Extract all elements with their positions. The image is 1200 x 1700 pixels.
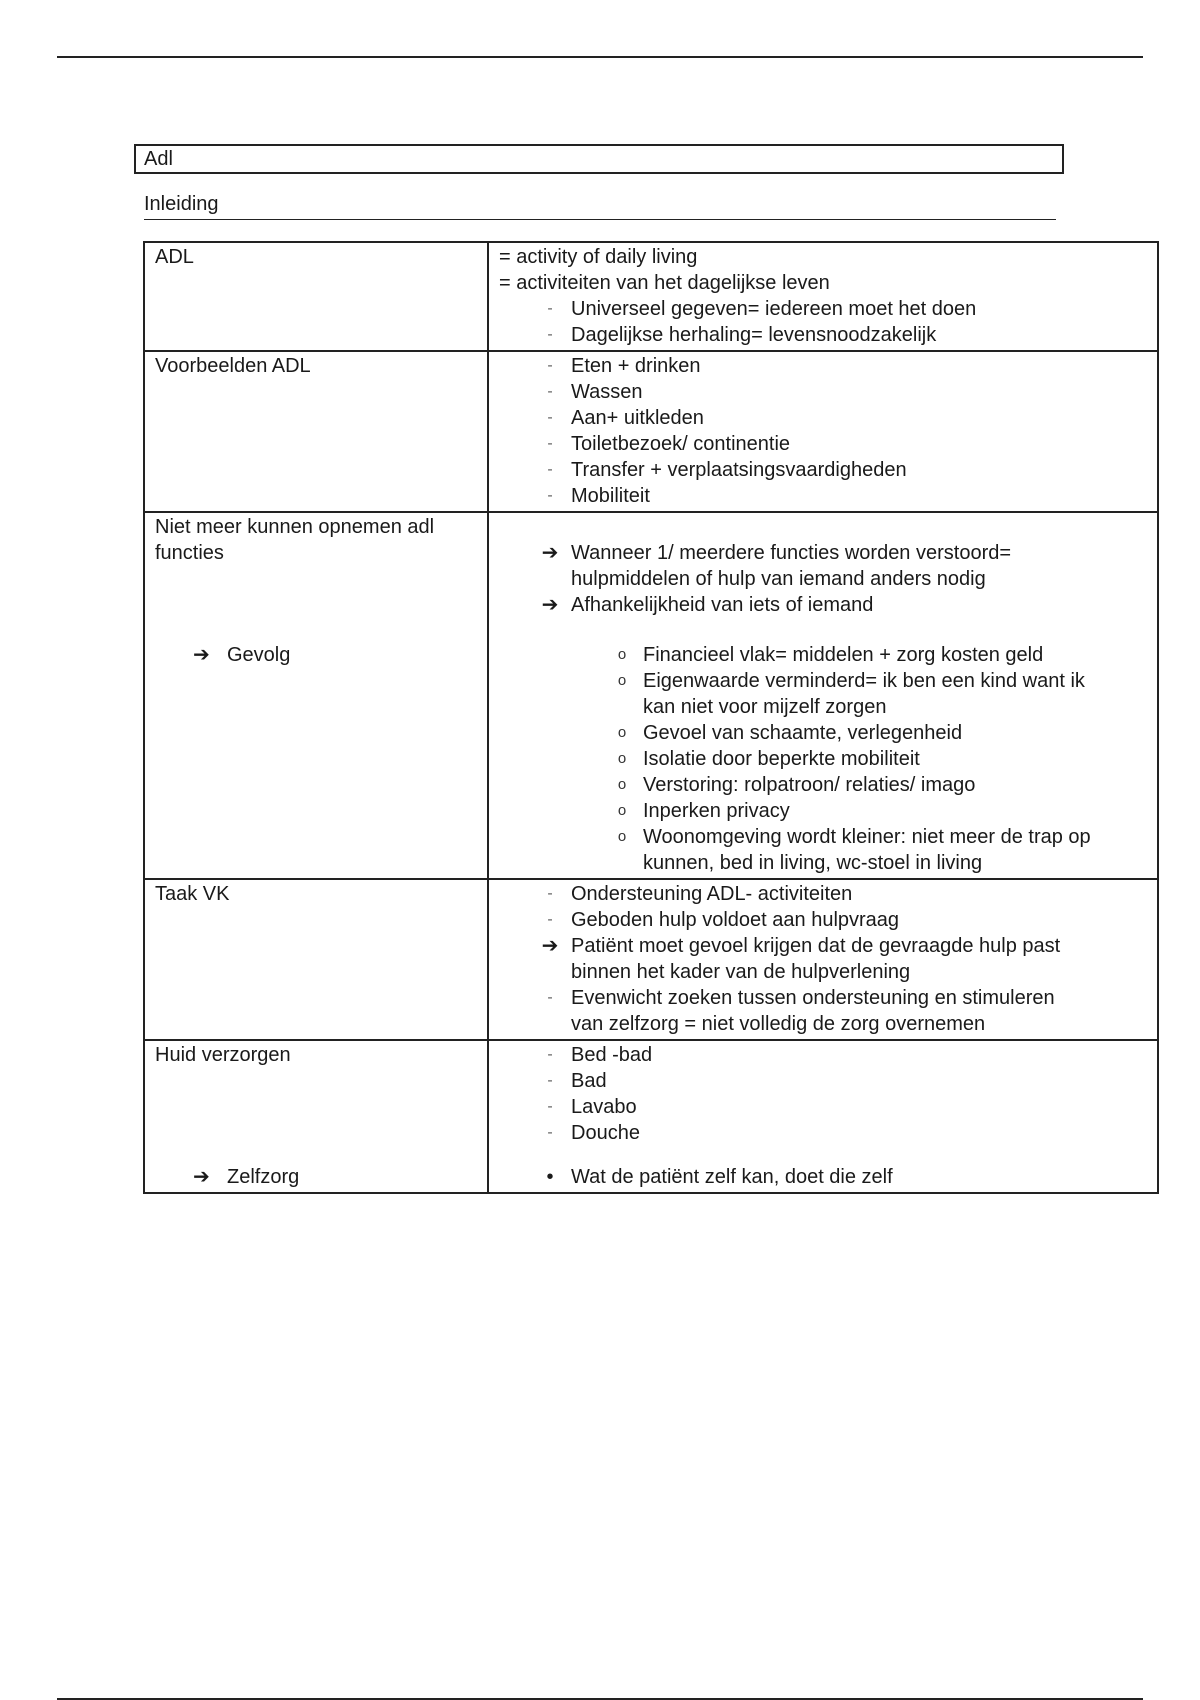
term-label: Taak VK bbox=[155, 883, 230, 905]
list-item-text: Toiletbezoek/ continentie bbox=[571, 433, 791, 455]
list-item bbox=[499, 1042, 1157, 1068]
circle-item bbox=[499, 720, 1157, 746]
list-item-text: Inperken privacy bbox=[643, 800, 790, 822]
circle-item bbox=[499, 798, 1157, 824]
notes-table bbox=[143, 241, 1159, 1194]
description-cell bbox=[488, 242, 1158, 351]
list-item bbox=[499, 881, 1157, 907]
circle-bullet: o bbox=[617, 750, 627, 767]
list-item bbox=[499, 379, 1157, 405]
list-item-text: Universeel gegeven= iedereen moet het doen bbox=[571, 298, 977, 320]
list-item-text: Verstoring: rolpatroon/ relaties/ imago bbox=[643, 774, 976, 796]
circle-item bbox=[499, 824, 1157, 876]
list-item bbox=[499, 296, 1157, 322]
list-item bbox=[499, 1068, 1157, 1094]
list-item-text: Wassen bbox=[571, 381, 643, 403]
list-item-text: hulpmiddelen of hulp van iemand anders nodig bbox=[571, 568, 986, 590]
list-item-text: Afhankelijkheid van iets of iemand bbox=[571, 594, 874, 616]
list-item-text: binnen het kader van de hulpverlening bbox=[571, 961, 911, 983]
term-label: Niet meer kunnen opnemen adl bbox=[155, 516, 435, 538]
dash-marker: - bbox=[547, 461, 553, 478]
dash-marker: - bbox=[547, 1098, 553, 1115]
arrow-icon: ➔ bbox=[193, 644, 210, 666]
circle-bullet: o bbox=[617, 672, 627, 689]
circle-item bbox=[499, 772, 1157, 798]
dash-marker: - bbox=[547, 885, 553, 902]
list-item-text: Bed -bad bbox=[571, 1044, 653, 1066]
list-item bbox=[499, 457, 1157, 483]
list-item-text: Eigenwaarde verminderd= ik ben een kind want ik bbox=[643, 670, 1085, 692]
term-cell bbox=[144, 242, 488, 351]
dash-marker: - bbox=[547, 326, 553, 343]
list-item-text: Woonomgeving wordt kleiner: niet meer de trap op bbox=[643, 826, 1091, 848]
top-rule bbox=[57, 56, 1143, 58]
term-cell bbox=[144, 1040, 488, 1193]
list-item-text: Evenwicht zoeken tussen ondersteuning en stimuleren bbox=[571, 987, 1055, 1009]
list-item bbox=[499, 907, 1157, 933]
list-item-text: Lavabo bbox=[571, 1096, 637, 1118]
list-item-text: Mobiliteit bbox=[571, 485, 650, 507]
list-item-text: kunnen, bed in living, wc-stoel in living bbox=[643, 852, 983, 874]
sub-term-label: Gevolg bbox=[227, 644, 291, 666]
circle-bullet: o bbox=[617, 724, 627, 741]
list-item-text: Dagelijkse herhaling= levensnoodzakelijk bbox=[571, 324, 937, 346]
circle-bullet: o bbox=[617, 776, 627, 793]
list-item-text: Gevoel van schaamte, verlegenheid bbox=[643, 722, 963, 744]
dash-marker: - bbox=[547, 383, 553, 400]
definition-line: = activiteiten van het dagelijkse leven bbox=[499, 272, 830, 294]
term-label: functies bbox=[155, 542, 224, 564]
table-row-niet-meer-kunnen bbox=[144, 512, 1158, 879]
list-item bbox=[499, 985, 1157, 1037]
circle-bullet: o bbox=[617, 646, 627, 663]
dash-marker: - bbox=[547, 409, 553, 426]
term-label: ADL bbox=[155, 246, 194, 268]
list-item-text: Geboden hulp voldoet aan hulpvraag bbox=[571, 909, 900, 931]
sub-term bbox=[155, 1164, 477, 1190]
dash-marker: - bbox=[547, 1072, 553, 1089]
bullet-marker: • bbox=[546, 1166, 554, 1188]
list-item bbox=[499, 431, 1157, 457]
table-row-voorbeelden bbox=[144, 351, 1158, 512]
list-item-text: Ondersteuning ADL- activiteiten bbox=[571, 883, 853, 905]
sub-term-label: Zelfzorg bbox=[227, 1166, 300, 1188]
arrow-icon: ➔ bbox=[541, 935, 559, 957]
term-label: Huid verzorgen bbox=[155, 1044, 291, 1066]
term-cell bbox=[144, 351, 488, 512]
sub-term bbox=[155, 642, 477, 668]
circle-bullet: o bbox=[617, 802, 627, 819]
dash-marker: - bbox=[547, 435, 553, 452]
list-item-text: Bad bbox=[571, 1070, 607, 1092]
dash-marker: - bbox=[547, 911, 553, 928]
list-item-text: Wanneer 1/ meerdere functies worden verstoord= bbox=[571, 542, 1012, 564]
dash-marker: - bbox=[547, 1124, 553, 1141]
list-item-text: Wat de patiënt zelf kan, doet die zelf bbox=[571, 1166, 893, 1188]
arrow-icon: ➔ bbox=[193, 1166, 210, 1188]
list-item-text: Patiënt moet gevoel krijgen dat de gevraagde hulp past bbox=[571, 935, 1061, 957]
arrow-item bbox=[499, 540, 1157, 592]
list-item-text: Aan+ uitkleden bbox=[571, 407, 704, 429]
list-item bbox=[499, 1094, 1157, 1120]
list-item-text: kan niet voor mijzelf zorgen bbox=[643, 696, 887, 718]
circle-item bbox=[499, 668, 1157, 720]
description-cell bbox=[488, 879, 1158, 1040]
term-label: Voorbeelden ADL bbox=[155, 355, 311, 377]
list-item bbox=[499, 353, 1157, 379]
arrow-icon: ➔ bbox=[541, 542, 559, 564]
list-item-text: Eten + drinken bbox=[571, 355, 701, 377]
circle-item bbox=[499, 642, 1157, 668]
term-cell bbox=[144, 512, 488, 879]
list-item bbox=[499, 1120, 1157, 1146]
list-item bbox=[499, 322, 1157, 348]
table-row-taak-vk bbox=[144, 879, 1158, 1040]
table-row-huid-verzorgen bbox=[144, 1040, 1158, 1193]
bullet-item bbox=[499, 1164, 1157, 1190]
dash-marker: - bbox=[547, 357, 553, 374]
dash-marker: - bbox=[547, 300, 553, 317]
list-item-text: Isolatie door beperkte mobiliteit bbox=[643, 748, 920, 770]
list-item-text: Financieel vlak= middelen + zorg kosten geld bbox=[643, 644, 1044, 666]
dash-marker: - bbox=[547, 487, 553, 504]
term-cell bbox=[144, 879, 488, 1040]
list-item-text: Douche bbox=[571, 1122, 640, 1144]
arrow-icon: ➔ bbox=[541, 594, 559, 616]
arrow-item bbox=[499, 933, 1157, 985]
circle-bullet: o bbox=[617, 828, 627, 845]
circle-item bbox=[499, 746, 1157, 772]
description-cell bbox=[488, 351, 1158, 512]
list-item bbox=[499, 483, 1157, 509]
list-item-text: van zelfzorg = niet volledig de zorg overnemen bbox=[571, 1013, 986, 1035]
description-cell bbox=[488, 1040, 1158, 1193]
description-cell bbox=[488, 512, 1158, 879]
list-item bbox=[499, 405, 1157, 431]
dash-marker: - bbox=[547, 1046, 553, 1063]
definition-line: = activity of daily living bbox=[499, 246, 698, 268]
page-title: Adl bbox=[134, 144, 1064, 174]
section-heading: Inleiding bbox=[144, 191, 1056, 220]
table-row-adl bbox=[144, 242, 1158, 351]
list-item-text: Transfer + verplaatsingsvaardigheden bbox=[571, 459, 907, 481]
arrow-item bbox=[499, 592, 1157, 618]
dash-marker: - bbox=[547, 989, 553, 1006]
